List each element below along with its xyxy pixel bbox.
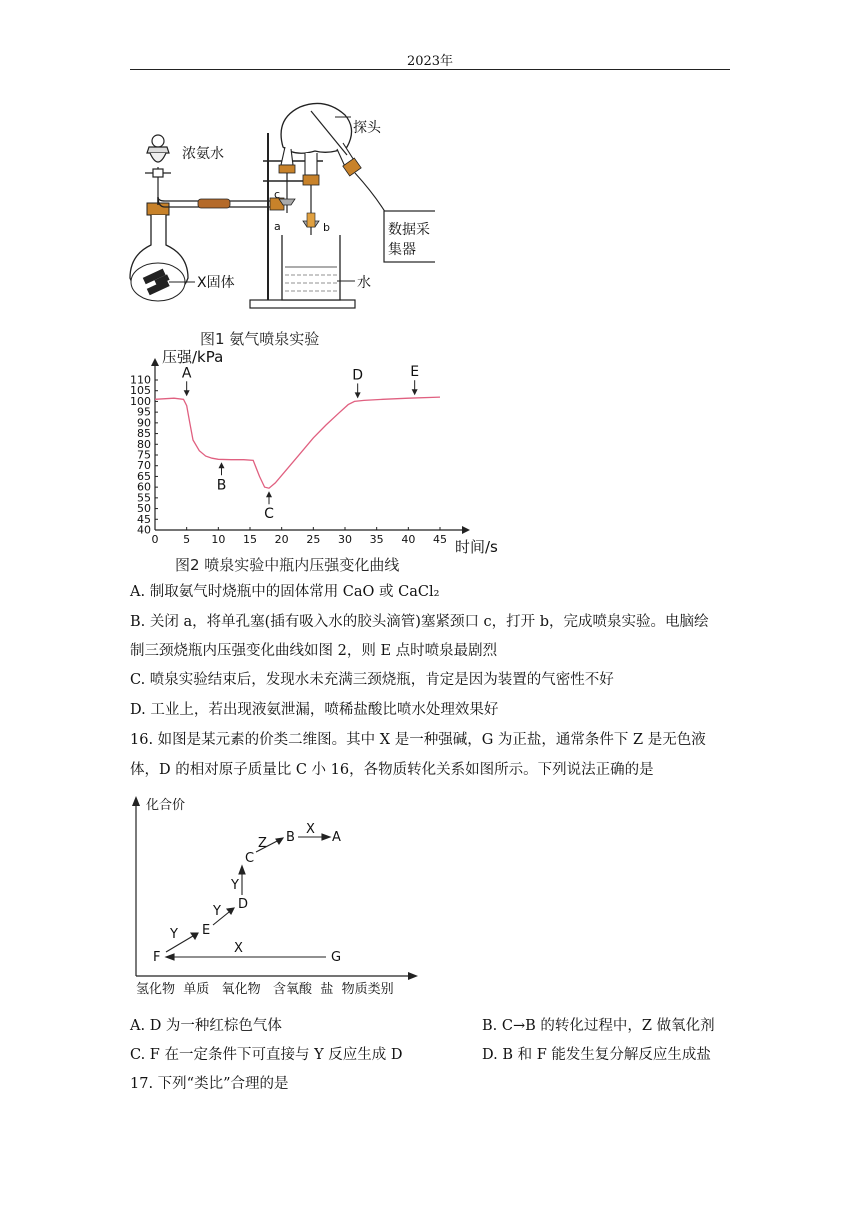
probe-cable	[355, 173, 387, 215]
y-tick-label: 110	[130, 373, 151, 387]
y-tick-label: 75	[137, 448, 151, 462]
annotation-arrowhead	[184, 390, 190, 396]
y-tick-label: 40	[137, 523, 151, 537]
x-tick-label: 45	[433, 533, 447, 546]
y-tick-label: 105	[130, 384, 151, 398]
q15-option-d: D. 工业上，若出现液氨泄漏，喷稀盐酸比喷水处理效果好	[130, 702, 499, 718]
q16-option-c: C. F 在一定条件下可直接与 Y 反应生成 D	[130, 1047, 403, 1063]
edge-label-y2: Y	[213, 904, 221, 919]
page-header-title: 2023年	[406, 54, 454, 69]
y-tick-label: 45	[137, 512, 151, 526]
annotation-arrowhead	[355, 392, 361, 398]
node-A: A	[332, 830, 341, 845]
diagram-y-axis: 化合价	[146, 798, 186, 813]
q15-option-b-line2: 制三颈烧瓶内压强变化曲线如图 2，则 E 点时喷泉最剧烈	[130, 643, 498, 659]
edge-label-x2: X	[234, 941, 243, 956]
annotation-arrowhead	[219, 462, 225, 468]
label-valve-a: a	[274, 220, 281, 233]
separatory-funnel	[145, 135, 171, 205]
q16-option-d: D. B 和 F 能发生复分解反应生成盐	[482, 1047, 711, 1063]
q15-option-c: C. 喷泉实验结束后，发现水未充满三颈烧瓶，肯定是因为装置的气密性不好	[130, 672, 614, 688]
y-tick-label: 85	[137, 427, 151, 441]
x-tick-label: 40	[401, 533, 416, 546]
annotation-label-D: D	[352, 367, 364, 384]
y-tick-label: 70	[137, 459, 151, 473]
annotation-label-A: A	[181, 365, 192, 382]
fig2-pressure-chart	[120, 340, 510, 580]
rubber-tube	[198, 199, 230, 208]
x-tick-label: 30	[338, 533, 352, 546]
annotation-arrowhead	[266, 491, 272, 497]
node-F: F	[153, 950, 161, 965]
node-G: G	[331, 950, 342, 965]
x-tick-label: 0	[151, 533, 159, 546]
node-D: D	[238, 897, 249, 912]
annotation-arrowhead	[412, 389, 418, 395]
node-C: C	[245, 851, 255, 866]
chart-xlabel: 时间/s	[455, 538, 498, 556]
q15-option-b-line1: B. 关闭 a，将单孔塞(插有吸入水的胶头滴管)塞紧颈口 c，打开 b，完成喷泉实验。电脑绘	[130, 614, 709, 630]
y-axis-arrow	[151, 358, 159, 366]
label-probe: 探头	[353, 120, 381, 136]
label-valve-b: b	[323, 221, 330, 234]
q16-option-b: B. C→B 的转化过程中，Z 做氧化剂	[482, 1018, 715, 1034]
fig1-caption: 图1 氨气喷泉实验	[200, 330, 320, 348]
y-tick-label: 60	[137, 480, 151, 494]
x-axis-arrow	[462, 526, 470, 534]
q16-valence-diagram	[128, 792, 428, 1002]
y-tick-label: 50	[137, 502, 151, 516]
edge-label-z: Z	[258, 836, 267, 851]
annotation-label-E: E	[410, 364, 420, 381]
label-ammonia: 浓氨水	[182, 146, 224, 162]
y-tick-label: 100	[130, 394, 151, 408]
annotation-label-B: B	[216, 477, 227, 494]
label-water: 水	[357, 275, 371, 291]
q16-option-a: A. D 为一种红棕色气体	[130, 1018, 282, 1034]
x-tick-label: 15	[243, 533, 257, 546]
stand-base	[250, 300, 355, 308]
y-tick-label: 90	[137, 416, 151, 430]
annotation-label-C: C	[264, 506, 274, 523]
label-collector-1: 数据采	[388, 222, 430, 238]
label-collector-2: 集器	[388, 242, 416, 258]
x-tick-label: 20	[274, 533, 289, 546]
y-tick-label: 55	[137, 491, 151, 505]
beaker	[282, 235, 340, 300]
x-tick-label: 10	[211, 533, 226, 546]
label-x-solid: X固体	[197, 275, 235, 291]
x-tick-label: 25	[306, 533, 321, 546]
edge-label-y1: Y	[170, 927, 178, 942]
node-B: B	[286, 830, 295, 845]
node-E: E	[202, 923, 211, 938]
diagram-x-axis: 氢化物 单质 氧化物 含氧酸 盐 物质类别	[136, 982, 394, 997]
y-tick-label: 65	[137, 469, 151, 483]
pressure-curve	[155, 397, 440, 488]
label-valve-c: c	[274, 188, 281, 201]
chart-ylabel: 压强/kPa	[162, 348, 224, 366]
fig1-apparatus	[125, 95, 435, 350]
y-tick-label: 80	[137, 437, 151, 451]
x-tick-label: 5	[183, 533, 191, 546]
y-tick-label: 95	[137, 405, 151, 419]
q15-option-a: A. 制取氨气时烧瓶中的固体常用 CaO 或 CaCl₂	[130, 584, 440, 600]
edge-label-x1: X	[306, 822, 315, 837]
q17-stem: 17. 下列“类比”合理的是	[130, 1076, 289, 1092]
q16-stem-line1: 16. 如图是某元素的价类二维图。其中 X 是一种强碱，G 为正盐，通常条件下 Z 是无色液	[130, 732, 706, 748]
header-divider	[130, 69, 730, 70]
q16-stem-line2: 体，D 的相对原子质量比 C 小 16，各物质转化关系如图所示。下列说法正确的是	[130, 762, 654, 778]
x-tick-label: 35	[369, 533, 384, 546]
edge-label-y3: Y	[231, 878, 239, 893]
fig2-caption: 图2 喷泉实验中瓶内压强变化曲线	[175, 556, 400, 574]
